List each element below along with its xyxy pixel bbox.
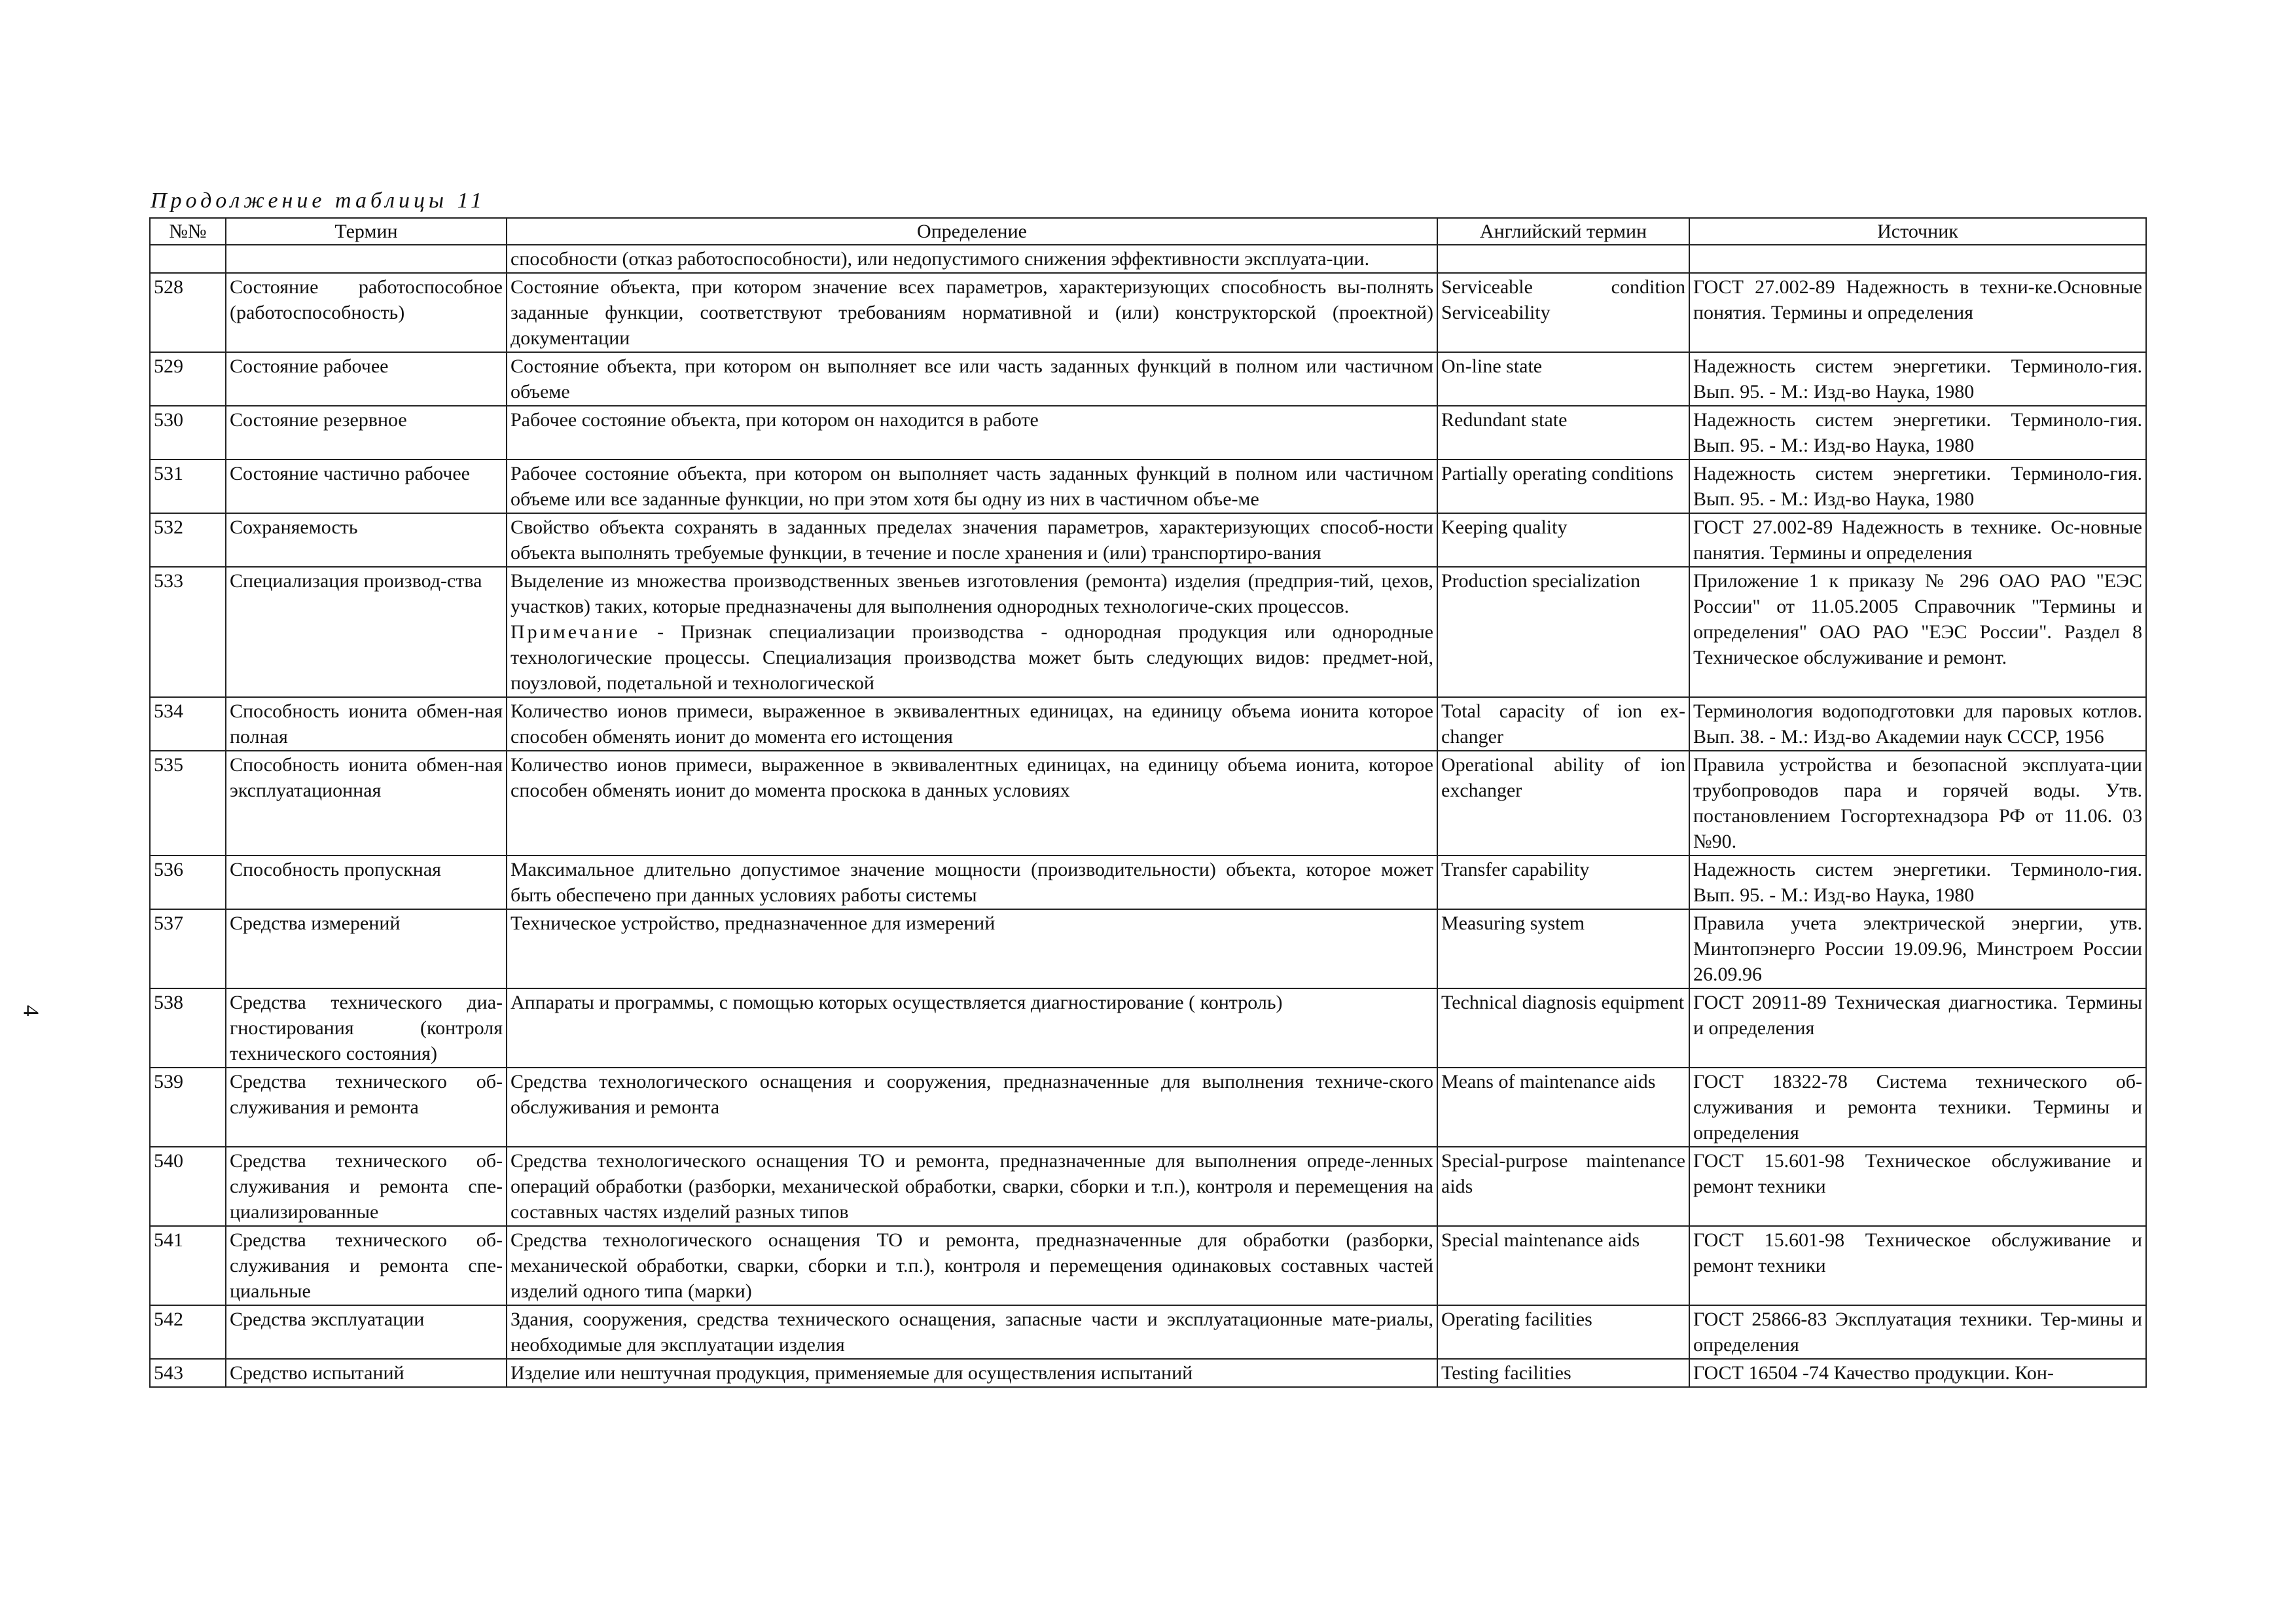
row-definition: Состояние объекта, при котором он выполняет все или часть заданных функций в полном или частичном объеме (507, 352, 1437, 406)
row-term: Состояние резервное (226, 406, 507, 460)
row-definition (507, 567, 1437, 697)
row-english: Total capacity of ion ex-changer (1437, 697, 1689, 751)
row-english: Operational ability of ion exchanger (1437, 751, 1689, 856)
row-term: Сохраняемость (226, 513, 507, 567)
row-source: Надежность систем энергетики. Терминоло-гия. Вып. 95. - М.: Изд-во Наука, 1980 (1689, 406, 2146, 460)
header-source: Источник (1689, 218, 2146, 245)
row-english: Serviceable condition Serviceability (1437, 273, 1689, 352)
row-num: 538 (150, 988, 226, 1068)
row-definition: Средства технологического оснащения ТО и ремонта, предназначенные для обработки (разборки, механической обработки, сварки, сборки и т.п.), контроля и перемещения одинаковых составных частей изделий одного типа (марки) (507, 1226, 1437, 1305)
row-num: 530 (150, 406, 226, 460)
row-definition: Количество ионов примеси, выраженное в эквивалентных единицах, на единицу объема ионита, которое способен обменять ионит до момента проскока в данных условиях (507, 751, 1437, 856)
row-num: 533 (150, 567, 226, 697)
continuation-row (150, 245, 2146, 273)
definition-note (511, 619, 1433, 696)
row-definition: Средства технологического оснащения и сооружения, предназначенные для выполнения техниче-ского обслуживания и ремонта (507, 1068, 1437, 1147)
row-english: Keeping quality (1437, 513, 1689, 567)
row-term: Средства технического диа-гностирования (контроля технического состояния) (226, 988, 507, 1068)
continuation-num (150, 245, 226, 273)
row-definition: Здания, сооружения, средства технического оснащения, запасные части и эксплуатационные мате-риалы, необходимые для эксплуатации изделия (507, 1305, 1437, 1359)
table-row (150, 856, 2146, 909)
header-row (150, 218, 2146, 245)
row-definition: Рабочее состояние объекта, при котором он находится в работе (507, 406, 1437, 460)
row-source: ГОСТ 27.002-89 Надежность в технике. Ос-новные панятия. Термины и определения (1689, 513, 2146, 567)
row-term: Состояние рабочее (226, 352, 507, 406)
header-num: №№ (150, 218, 226, 245)
row-term: Состояние работоспособное (работоспособность) (226, 273, 507, 352)
row-definition: Изделие или нештучная продукция, применяемые для осуществления испытаний (507, 1359, 1437, 1387)
row-num: 529 (150, 352, 226, 406)
continuation-source (1689, 245, 2146, 273)
header-term: Термин (226, 218, 507, 245)
row-english: Special maintenance aids (1437, 1226, 1689, 1305)
row-term: Средства технического об-служивания и ремонта спе-циализированные (226, 1147, 507, 1226)
table-row (150, 352, 2146, 406)
row-definition: Средства технологического оснащения ТО и ремонта, предназначенные для выполнения опреде-ленных операций обработки (разборки, механической обработки, сварки, сборки и т.п.), контроля и перемещения на составных частях изделий разных типов (507, 1147, 1437, 1226)
row-source: Правила устройства и безопасной эксплуата-ции трубопроводов пара и горячей воды. Утв. постановлением Госгортехнадзора РФ от 11.06. 03 №90. (1689, 751, 2146, 856)
row-source: Приложение 1 к приказу № 296 ОАО РАО "ЕЭС России" от 11.05.2005 Справочник "Термины и определения" ОАО РАО "ЕЭС России". Раздел 8 Техническое обслуживание и ремонт. (1689, 567, 2146, 697)
row-num: 536 (150, 856, 226, 909)
row-english: Redundant state (1437, 406, 1689, 460)
row-term: Средства технического об-служивания и ремонта спе-циальные (226, 1226, 507, 1305)
table-row (150, 273, 2146, 352)
row-source: Надежность систем энергетики. Терминоло-гия. Вып. 95. - М.: Изд-во Наука, 1980 (1689, 460, 2146, 513)
row-source: ГОСТ 15.601-98 Техническое обслуживание и ремонт техники (1689, 1226, 2146, 1305)
row-term: Средства измерений (226, 909, 507, 988)
note-text: - Признак специализации производства - однородная продукция или однородные технологические процессы. Специализация производства может быть следующих видов: предмет-ной, поузловой, подетальной и технологической (511, 621, 1433, 694)
row-source: Надежность систем энергетики. Терминоло-гия. Вып. 95. - М.: Изд-во Наука, 1980 (1689, 856, 2146, 909)
table-row (150, 697, 2146, 751)
table-row (150, 1305, 2146, 1359)
row-source: ГОСТ 20911-89 Техническая диагностика. Термины и определения (1689, 988, 2146, 1068)
row-num: 535 (150, 751, 226, 856)
row-num: 542 (150, 1305, 226, 1359)
row-num: 543 (150, 1359, 226, 1387)
table-row (150, 1068, 2146, 1147)
row-english: On-line state (1437, 352, 1689, 406)
definition-text: Выделение из множества производственных звеньев изготовления (ремонта) изделия (предприя-тий, цехов, участков) таких, которые предназначены для выполнения однородных технологиче-ских процессов. (511, 570, 1433, 617)
row-definition: Максимальное длительно допустимое значение мощности (производительности) объекта, которое может быть обеспечено при данных условиях работы системы (507, 856, 1437, 909)
table-row (150, 988, 2146, 1068)
row-definition: Техническое устройство, предназначенное для измерений (507, 909, 1437, 988)
table-row (150, 513, 2146, 567)
row-term: Средства технического об-служивания и ремонта (226, 1068, 507, 1147)
table-row (150, 460, 2146, 513)
row-num: 532 (150, 513, 226, 567)
row-english: Production specialization (1437, 567, 1689, 697)
table-row (150, 751, 2146, 856)
row-term: Способность пропускная (226, 856, 507, 909)
continuation-term (226, 245, 507, 273)
row-source: ГОСТ 18322-78 Система технического об-служивания и ремонта техники. Термины и определения (1689, 1068, 2146, 1147)
row-definition: Рабочее состояние объекта, при котором он выполняет часть заданных функций в полном или частичном объеме или все заданные функции, но при этом хотя бы одну из них в частичном объе-ме (507, 460, 1437, 513)
row-source: ГОСТ 15.601-98 Техническое обслуживание и ремонт техники (1689, 1147, 2146, 1226)
table-row (150, 909, 2146, 988)
row-source: Правила учета электрической энергии, утв. Минтопэнерго России 19.09.96, Минстроем России 26.09.96 (1689, 909, 2146, 988)
header-definition: Определение (507, 218, 1437, 245)
row-term: Средства эксплуатации (226, 1305, 507, 1359)
row-num: 537 (150, 909, 226, 988)
row-source: ГОСТ 16504 -74 Качество продукции. Кон- (1689, 1359, 2146, 1387)
row-definition: Количество ионов примеси, выраженное в эквивалентных единицах, на единицу объема ионита которое способен обменять ионит до момента его истощения (507, 697, 1437, 751)
glossary-table (149, 217, 2147, 1388)
row-term: Способность ионита обмен-ная эксплуатационная (226, 751, 507, 856)
row-english: Means of maintenance aids (1437, 1068, 1689, 1147)
row-english: Technical diagnosis equipment (1437, 988, 1689, 1068)
row-definition: Аппараты и программы, с помощью которых осуществляется диагностирование ( контроль) (507, 988, 1437, 1068)
row-english: Testing facilities (1437, 1359, 1689, 1387)
table-row (150, 1359, 2146, 1387)
note-label: Примечание (511, 621, 641, 643)
continuation-english (1437, 245, 1689, 273)
row-definition: Свойство объекта сохранять в заданных пределах значения параметров, характеризующих способ-ности объекта выполнять требуемые функции, в течение и после хранения и (или) транспортиро-вания (507, 513, 1437, 567)
row-num: 541 (150, 1226, 226, 1305)
continuation-definition: способности (отказ работоспособности), или недопустимого снижения эффективности эксплуата-ции. (507, 245, 1437, 273)
row-source: Надежность систем энергетики. Терминоло-гия. Вып. 95. - М.: Изд-во Наука, 1980 (1689, 352, 2146, 406)
row-term: Способность ионита обмен-ная полная (226, 697, 507, 751)
row-definition: Состояние объекта, при котором значение всех параметров, характеризующих способность вы-полнять заданные функции, соответствуют требованиям нормативной и (или) конструкторской (проектной) документации (507, 273, 1437, 352)
row-source: ГОСТ 25866-83 Эксплуатация техники. Тер-мины и определения (1689, 1305, 2146, 1359)
page-number: 4 (18, 1005, 43, 1017)
row-num: 531 (150, 460, 226, 513)
row-num: 534 (150, 697, 226, 751)
table-row (150, 406, 2146, 460)
row-num: 540 (150, 1147, 226, 1226)
row-num: 528 (150, 273, 226, 352)
row-english: Partially operating conditions (1437, 460, 1689, 513)
row-english: Special-purpose maintenance aids (1437, 1147, 1689, 1226)
row-term: Средство испытаний (226, 1359, 507, 1387)
row-term: Специализация производ-ства (226, 567, 507, 697)
table-row (150, 1226, 2146, 1305)
row-num: 539 (150, 1068, 226, 1147)
table-row (150, 567, 2146, 697)
row-english: Measuring system (1437, 909, 1689, 988)
row-english: Operating facilities (1437, 1305, 1689, 1359)
header-english: Английский термин (1437, 218, 1689, 245)
table-caption: Продолжение таблицы 11 (151, 189, 486, 213)
row-english: Transfer capability (1437, 856, 1689, 909)
row-term: Состояние частично рабочее (226, 460, 507, 513)
row-source: ГОСТ 27.002-89 Надежность в техни-ке.Основные понятия. Термины и определения (1689, 273, 2146, 352)
row-source: Терминология водоподготовки для паровых котлов. Вып. 38. - М.: Изд-во Академии наук СССР, 1956 (1689, 697, 2146, 751)
table-row (150, 1147, 2146, 1226)
